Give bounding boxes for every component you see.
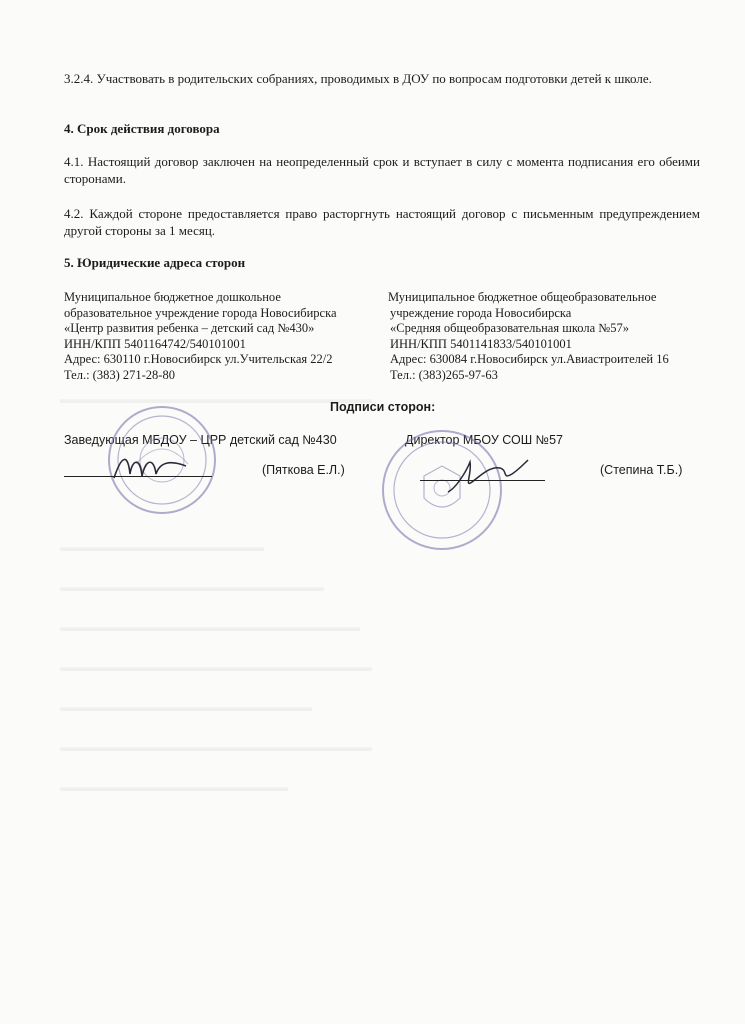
left-signature-line: [64, 476, 212, 477]
section-5-heading: 5. Юридические адреса сторон: [64, 255, 246, 270]
signatures-heading: Подписи сторон:: [330, 400, 436, 414]
section-4-heading: 4. Срок действия договора: [64, 121, 220, 136]
right-signature-icon: [442, 452, 532, 500]
clause-4-2: 4.2. Каждой стороне предоставляется право расторгнуть настоящий договор с письменным предупреждением другой стороны за 1 месяц.: [64, 206, 700, 238]
party-left-address: [64, 290, 394, 383]
right-signature-line: [420, 480, 545, 481]
left-signer-name: (Пяткова Е.Л.): [262, 463, 345, 477]
party-left-line: «Центр развития ребенка – детский сад №430»: [64, 321, 315, 335]
party-right-line: учреждение города Новосибирска: [390, 305, 572, 320]
right-signer-name: (Степина Т.Б.): [600, 463, 683, 477]
clause-3-2-4: 3.2.4. Участвовать в родительских собраниях, проводимых в ДОУ по вопросам подготовки детей к школе.: [64, 71, 652, 86]
party-right-line: ИНН/КПП 5401141833/540101001: [390, 336, 572, 351]
party-left-line: Муниципальное бюджетное дошкольное: [64, 290, 281, 304]
party-right-line: «Средняя общеобразовательная школа №57»: [390, 321, 629, 335]
party-left-line: образовательное учреждение города Новосибирска: [64, 305, 337, 320]
left-signer-title: Заведующая МБДОУ – ЦРР детский сад №430: [64, 433, 337, 447]
right-signer-title: Директор МБОУ СОШ №57: [405, 433, 563, 447]
party-left-line: Тел.: (383) 271-28-80: [64, 367, 175, 382]
party-left-line: ИНН/КПП 5401164742/540101001: [64, 336, 246, 351]
party-right-line: Адрес: 630084 г.Новосибирск ул.Авиастроителей 16: [390, 352, 669, 366]
left-signature-icon: [110, 448, 190, 488]
party-right-address: [388, 290, 728, 383]
party-right-line: Тел.: (383)265-97-63: [390, 367, 498, 382]
party-left-line: Адрес: 630110 г.Новосибирск ул.Учительская 22/2: [64, 352, 333, 366]
clause-4-1: 4.1. Настоящий договор заключен на неопределенный срок и вступает в силу с момента подписания его обеими сторонами.: [64, 154, 700, 186]
party-right-line: Муниципальное бюджетное общеобразовательное: [388, 290, 657, 304]
